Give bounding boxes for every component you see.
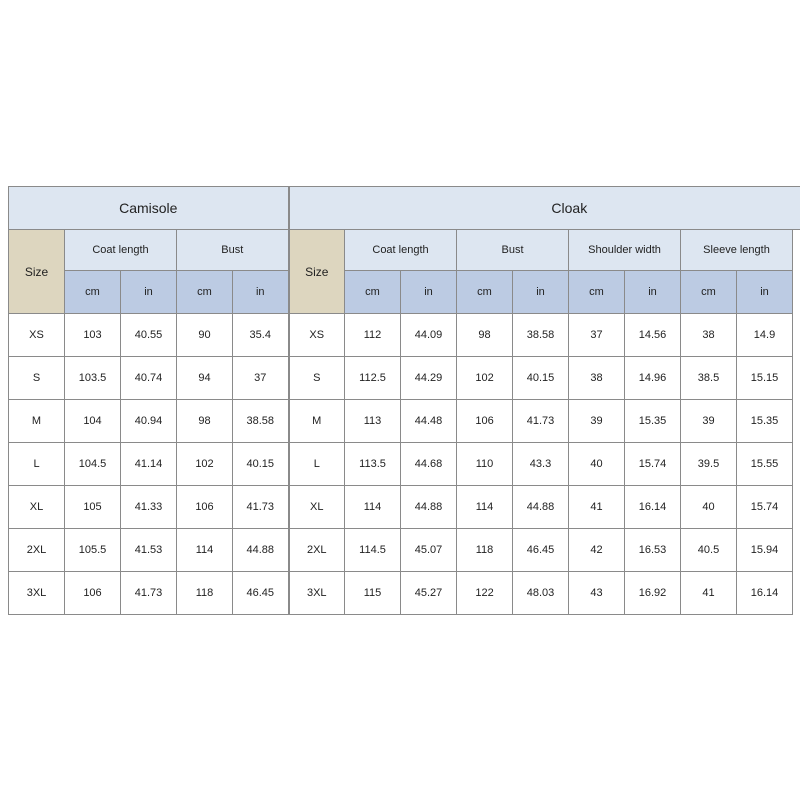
- cloak-value-cell: 122: [457, 572, 513, 615]
- cloak-value-cell: 106: [457, 400, 513, 443]
- cloak-value-cell: 38.5: [681, 357, 737, 400]
- cloak-value-cell: 39: [569, 400, 625, 443]
- unit-cell: cm: [457, 271, 513, 314]
- table-row: [9, 572, 800, 615]
- cloak-value-cell: 15.74: [625, 443, 681, 486]
- cloak-value-cell: 14.9: [737, 314, 793, 357]
- cloak-value-cell: 45.27: [401, 572, 457, 615]
- camisole-size-cell: 3XL: [9, 572, 65, 615]
- cloak-size-cell: 2XL: [289, 529, 345, 572]
- table-row: [9, 400, 800, 443]
- table-row: [9, 357, 800, 400]
- camisole-value-cell: 106: [65, 572, 121, 615]
- cloak-value-cell: 45.07: [401, 529, 457, 572]
- cloak-value-cell: 48.03: [513, 572, 569, 615]
- cloak-value-cell: 44.09: [401, 314, 457, 357]
- cloak-value-cell: 118: [457, 529, 513, 572]
- unit-cell: in: [121, 271, 177, 314]
- cloak-value-cell: 115: [345, 572, 401, 615]
- camisole-value-cell: 98: [177, 400, 233, 443]
- cloak-value-cell: 40.5: [681, 529, 737, 572]
- unit-cell: cm: [345, 271, 401, 314]
- table-row: [9, 486, 800, 529]
- cloak-value-cell: 39.5: [681, 443, 737, 486]
- cloak-value-cell: 46.45: [513, 529, 569, 572]
- unit-header-row: [9, 271, 800, 314]
- camisole-value-cell: 46.45: [233, 572, 289, 615]
- cloak-value-cell: 37: [569, 314, 625, 357]
- size-rows: [9, 314, 800, 615]
- cloak-value-cell: 44.88: [513, 486, 569, 529]
- unit-cell: cm: [177, 271, 233, 314]
- table-row: [9, 443, 800, 486]
- camisole-value-cell: 103.5: [65, 357, 121, 400]
- camisole-value-cell: 40.55: [121, 314, 177, 357]
- cloak-coat-length-header: Coat length: [345, 230, 457, 271]
- camisole-size-header: Size: [9, 230, 65, 314]
- cloak-value-cell: 16.14: [625, 486, 681, 529]
- section-title-row: [9, 187, 800, 230]
- camisole-value-cell: 41.14: [121, 443, 177, 486]
- camisole-value-cell: 102: [177, 443, 233, 486]
- cloak-value-cell: 98: [457, 314, 513, 357]
- cloak-size-cell: XS: [289, 314, 345, 357]
- unit-cell: in: [513, 271, 569, 314]
- camisole-value-cell: 114: [177, 529, 233, 572]
- table-row: [9, 314, 800, 357]
- camisole-value-cell: 106: [177, 486, 233, 529]
- cloak-size-header: Size: [289, 230, 345, 314]
- cloak-value-cell: 40: [569, 443, 625, 486]
- camisole-coat-length-header: Coat length: [65, 230, 177, 271]
- measurement-header-row: [9, 230, 800, 271]
- cloak-value-cell: 44.29: [401, 357, 457, 400]
- cloak-value-cell: 112.5: [345, 357, 401, 400]
- camisole-title: Camisole: [9, 187, 289, 230]
- cloak-value-cell: 38: [681, 314, 737, 357]
- cloak-value-cell: 14.96: [625, 357, 681, 400]
- cloak-size-cell: M: [289, 400, 345, 443]
- cloak-value-cell: 41: [569, 486, 625, 529]
- cloak-value-cell: 112: [345, 314, 401, 357]
- cloak-size-cell: L: [289, 443, 345, 486]
- size-chart-table: [8, 186, 800, 615]
- camisole-value-cell: 103: [65, 314, 121, 357]
- unit-cell: cm: [681, 271, 737, 314]
- unit-cell: in: [233, 271, 289, 314]
- cloak-value-cell: 43.3: [513, 443, 569, 486]
- cloak-value-cell: 42: [569, 529, 625, 572]
- cloak-value-cell: 15.94: [737, 529, 793, 572]
- cloak-value-cell: 113.5: [345, 443, 401, 486]
- cloak-value-cell: 15.35: [737, 400, 793, 443]
- cloak-value-cell: 39: [681, 400, 737, 443]
- camisole-value-cell: 104.5: [65, 443, 121, 486]
- cloak-value-cell: 44.88: [401, 486, 457, 529]
- cloak-value-cell: 114: [457, 486, 513, 529]
- cloak-value-cell: 16.92: [625, 572, 681, 615]
- unit-cell: cm: [569, 271, 625, 314]
- unit-cell: in: [401, 271, 457, 314]
- cloak-value-cell: 44.48: [401, 400, 457, 443]
- camisole-value-cell: 105.5: [65, 529, 121, 572]
- cloak-value-cell: 15.55: [737, 443, 793, 486]
- cloak-value-cell: 41.73: [513, 400, 569, 443]
- camisole-value-cell: 35.4: [233, 314, 289, 357]
- cloak-value-cell: 14.56: [625, 314, 681, 357]
- camisole-value-cell: 41.73: [233, 486, 289, 529]
- cloak-value-cell: 114: [345, 486, 401, 529]
- camisole-value-cell: 90: [177, 314, 233, 357]
- unit-cell: in: [625, 271, 681, 314]
- cloak-value-cell: 40: [681, 486, 737, 529]
- camisole-value-cell: 40.74: [121, 357, 177, 400]
- camisole-size-cell: L: [9, 443, 65, 486]
- cloak-value-cell: 16.14: [737, 572, 793, 615]
- cloak-size-cell: S: [289, 357, 345, 400]
- camisole-value-cell: 41.53: [121, 529, 177, 572]
- cloak-value-cell: 15.35: [625, 400, 681, 443]
- camisole-value-cell: 41.33: [121, 486, 177, 529]
- unit-cell: cm: [65, 271, 121, 314]
- cloak-shoulder-width-header: Shoulder width: [569, 230, 681, 271]
- cloak-value-cell: 110: [457, 443, 513, 486]
- camisole-value-cell: 44.88: [233, 529, 289, 572]
- cloak-value-cell: 15.15: [737, 357, 793, 400]
- camisole-size-cell: M: [9, 400, 65, 443]
- cloak-value-cell: 113: [345, 400, 401, 443]
- cloak-sleeve-length-header: Sleeve length: [681, 230, 793, 271]
- camisole-size-cell: XL: [9, 486, 65, 529]
- cloak-value-cell: 38.58: [513, 314, 569, 357]
- cloak-value-cell: 40.15: [513, 357, 569, 400]
- unit-cell: in: [737, 271, 793, 314]
- cloak-value-cell: 16.53: [625, 529, 681, 572]
- camisole-value-cell: 104: [65, 400, 121, 443]
- camisole-value-cell: 41.73: [121, 572, 177, 615]
- camisole-value-cell: 40.94: [121, 400, 177, 443]
- cloak-size-cell: 3XL: [289, 572, 345, 615]
- cloak-value-cell: 38: [569, 357, 625, 400]
- camisole-value-cell: 118: [177, 572, 233, 615]
- camisole-value-cell: 37: [233, 357, 289, 400]
- camisole-value-cell: 40.15: [233, 443, 289, 486]
- camisole-value-cell: 105: [65, 486, 121, 529]
- table-row: [9, 529, 800, 572]
- camisole-size-cell: XS: [9, 314, 65, 357]
- cloak-value-cell: 43: [569, 572, 625, 615]
- cloak-value-cell: 44.68: [401, 443, 457, 486]
- cloak-size-cell: XL: [289, 486, 345, 529]
- cloak-value-cell: 114.5: [345, 529, 401, 572]
- cloak-bust-header: Bust: [457, 230, 569, 271]
- camisole-size-cell: 2XL: [9, 529, 65, 572]
- cloak-value-cell: 41: [681, 572, 737, 615]
- camisole-value-cell: 94: [177, 357, 233, 400]
- cloak-value-cell: 102: [457, 357, 513, 400]
- cloak-value-cell: 15.74: [737, 486, 793, 529]
- camisole-bust-header: Bust: [177, 230, 289, 271]
- camisole-size-cell: S: [9, 357, 65, 400]
- cloak-title: Cloak: [289, 187, 800, 230]
- camisole-value-cell: 38.58: [233, 400, 289, 443]
